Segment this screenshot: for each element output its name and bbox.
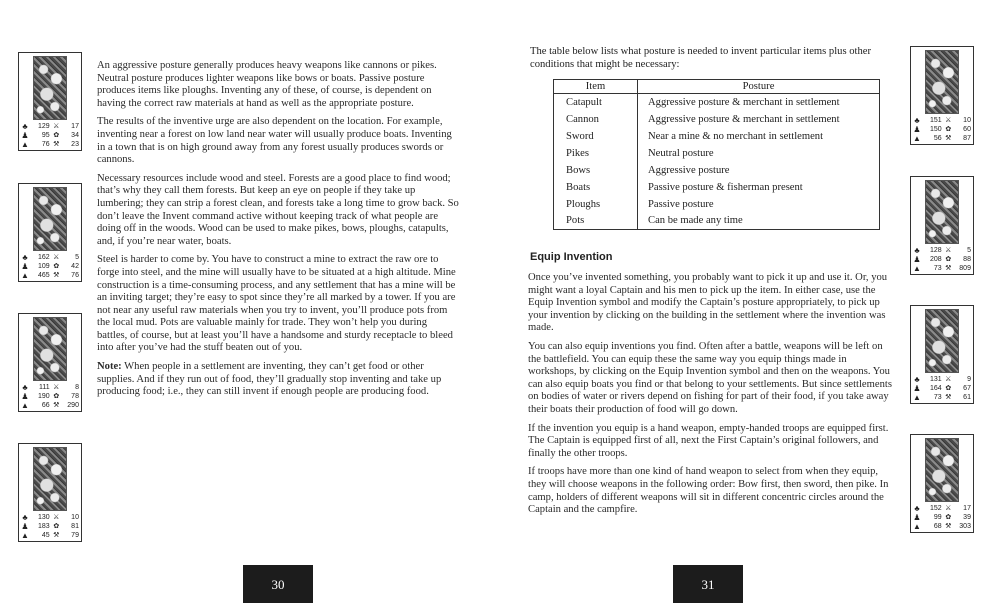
tent-icon: ▲ — [21, 270, 29, 280]
sword-icon: ⚔ — [945, 116, 952, 124]
table-row — [554, 111, 880, 128]
table-row — [554, 196, 880, 213]
table-intro: The table below lists what posture is needed to invent particular items plus other conditions that might be necessary: — [530, 46, 871, 70]
tent-icon: ▲ — [21, 530, 29, 540]
sword-icon: ⚔ — [53, 383, 60, 391]
sword-icon: ⚔ — [53, 253, 60, 261]
table-row — [554, 213, 880, 230]
note-paragraph — [97, 361, 459, 399]
person-icon: ♟ — [21, 261, 29, 271]
posture-cell: Passive posture — [648, 198, 714, 210]
settlement-card: ♣ 130 ⚔ 10 ♟ 183 ✿ 81 ▲ 45 ⚒ 79 — [18, 443, 82, 542]
item-cell: Cannon — [554, 111, 638, 128]
table-row — [554, 145, 880, 162]
tool-icon: ⚒ — [945, 393, 952, 401]
tree-icon: ♣ — [22, 382, 28, 392]
page-number: 31 — [673, 565, 743, 603]
paragraph: If troops have more than one kind of hand weapon to select from when they equip, they will choose weapons in the following order: Bow first, then sword, then pike. In camp, holders of different weapons will sit in different concentric circles around the Captain and the campfire. — [528, 466, 889, 516]
item-cell: Ploughs — [554, 196, 638, 213]
note-label: Note: — [97, 361, 122, 373]
table-row — [554, 162, 880, 179]
grain-icon: ✿ — [53, 131, 60, 139]
paragraph: Steel is harder to come by. You have to construct a mine to extract the raw ore to forge into steel, and the mine will usually have to be situated at a high altitude. Mine construction is a time-consuming process, and any settlement that has a mine will be an inviting target; they’re easy to spot since they’re all marked by a tower. If you are not near any useful raw materials when you try to invent, you’ll produce pots from the local mud. Pots are valuable mainly for trade. They won’t help you during battles, of course, but at least you’ll have a handsome and sturdy receptacle to bleed into after you’ve had the stuff beaten out of you. — [97, 254, 456, 354]
tool-icon: ⚒ — [53, 401, 60, 409]
item-cell: Bows — [554, 162, 638, 179]
settlement-card: ♣ 129 ⚔ 17 ♟ 95 ✿ 34 ▲ 76 ⚒ 23 — [18, 52, 82, 151]
person-icon: ♟ — [21, 391, 29, 401]
paragraph: Once you’ve invented something, you probably want to pick it up and use it. Or, you might want a loyal Captain and his men to pick up the item. In either case, use the Equip Invention symbol and modify the Captain’s posture appropriately, to pick up your invention by clicking on the building in the settlement where the invention was made. — [528, 272, 888, 334]
note-text: When people in a settlement are inventing, they can’t get food or other supplies. And if they run out of food, they’ll gradually stop inventing and take up producing food; i.e., they can still invent if enough people are producing food. — [97, 361, 442, 398]
sword-icon: ⚔ — [945, 375, 952, 383]
right-body-text — [528, 272, 892, 523]
sword-icon: ⚔ — [53, 513, 60, 521]
paragraph: An aggressive posture generally produces heavy weapons like cannons or pikes. Neutral posture produces lighter weapons like bows or boats. Passive posture produces items like ploughs. Inventing any of these, of course, is dependent on having the correct raw materials at hand as well as the appropriate posture. — [97, 60, 437, 109]
column-header-posture: Posture — [638, 80, 880, 94]
terrain-map-thumbnail — [33, 317, 67, 381]
person-icon: ♟ — [21, 521, 29, 531]
tent-icon: ▲ — [913, 133, 921, 143]
grain-icon: ✿ — [945, 513, 952, 521]
tool-icon: ⚒ — [945, 264, 952, 272]
posture-cell: Neutral posture — [648, 147, 714, 159]
tree-icon: ♣ — [22, 121, 28, 131]
item-cell: Sword — [554, 128, 638, 145]
item-cell: Boats — [554, 179, 638, 196]
terrain-map-thumbnail — [33, 447, 67, 511]
terrain-map-thumbnail — [925, 309, 959, 373]
settlement-card: ♣ 128 ⚔ 5 ♟ 208 ✿ 88 ▲ 73 ⚒ 809 — [910, 176, 974, 275]
sword-icon: ⚔ — [945, 246, 952, 254]
item-cell: Catapult — [554, 94, 638, 111]
left-body-text — [97, 60, 459, 405]
grain-icon: ✿ — [945, 125, 952, 133]
posture-cell: Aggressive posture — [648, 164, 730, 176]
tool-icon: ⚒ — [53, 140, 60, 148]
terrain-map-thumbnail — [925, 50, 959, 114]
posture-cell: Can be made any time — [648, 215, 743, 227]
tent-icon: ▲ — [21, 400, 29, 410]
settlement-card: ♣ 151 ⚔ 10 ♟ 150 ✿ 60 ▲ 56 ⚒ 87 — [910, 46, 974, 145]
tent-icon: ▲ — [21, 139, 29, 149]
tree-icon: ♣ — [914, 503, 920, 513]
sword-icon: ⚔ — [53, 122, 60, 130]
settlement-card: ♣ 131 ⚔ 9 ♟ 164 ✿ 67 ▲ 73 ⚒ 61 — [910, 305, 974, 404]
tent-icon: ▲ — [913, 521, 921, 531]
tree-icon: ♣ — [914, 245, 920, 255]
person-icon: ♟ — [21, 130, 29, 140]
invention-posture-table — [553, 79, 880, 230]
table-row — [554, 179, 880, 196]
posture-cell: Near a mine & no merchant in settlement — [648, 130, 824, 142]
paragraph: Necessary resources include wood and steel. Forests are a good place to find wood; that’s why they call them forests. But keep an eye on people if they take up lumbering; they can strip a forest clean, and forests take a long time to grow back. So don’t leave the Invent command active without keeping track of what people are doing off in the woods. Wood can be used to make pikes, bows, ploughs, catapults, and, if you’re near water, boats. — [97, 172, 459, 247]
tree-icon: ♣ — [22, 252, 28, 262]
tree-icon: ♣ — [22, 512, 28, 522]
paragraph: You can also equip inventions you find. Often after a battle, weapons will be left on the battlefield. You can equip these the same way you equip things made in workshops, by clicking on the Equip Invention symbol and then on the weapons. You can also equip boats you find or that belong to your settlements. But since settlements on bodies of water or rivers depend on fishing for part of their food, if you take away their boats their production of food will go down. — [528, 340, 892, 415]
person-icon: ♟ — [913, 254, 921, 264]
column-header-item: Item — [554, 80, 638, 94]
table-row — [554, 94, 880, 111]
terrain-map-thumbnail — [925, 180, 959, 244]
person-icon: ♟ — [913, 124, 921, 134]
paragraph: The results of the inventive urge are also dependent on the location. For example, inventing near a forest on low land near water will usually produce boats. Inventing in a town that is on high ground away from any forest usually produces swords or cannons. — [97, 116, 452, 166]
page-number: 30 — [243, 565, 313, 603]
posture-cell: Aggressive posture & merchant in settlement — [648, 96, 840, 108]
grain-icon: ✿ — [945, 384, 952, 392]
tool-icon: ⚒ — [53, 271, 60, 279]
sword-icon: ⚔ — [945, 504, 952, 512]
person-icon: ♟ — [913, 512, 921, 522]
tree-icon: ♣ — [914, 115, 920, 125]
section-heading: Equip Invention — [530, 251, 613, 263]
grain-icon: ✿ — [53, 522, 60, 530]
tent-icon: ▲ — [913, 263, 921, 273]
terrain-map-thumbnail — [33, 56, 67, 120]
terrain-map-thumbnail — [925, 438, 959, 502]
grain-icon: ✿ — [945, 255, 952, 263]
paragraph: If the invention you equip is a hand weapon, empty-handed troops are equipped first. The Captain is equipped first of all, next the First Captain’s original followers, and finally the other troops. — [528, 422, 889, 459]
right-page — [500, 0, 1000, 603]
item-cell: Pots — [554, 213, 638, 230]
terrain-map-thumbnail — [33, 187, 67, 251]
tent-icon: ▲ — [913, 392, 921, 402]
settlement-card: ♣ 162 ⚔ 5 ♟ 109 ✿ 42 ▲ 465 ⚒ 76 — [18, 183, 82, 282]
grain-icon: ✿ — [53, 262, 60, 270]
settlement-card: ♣ 111 ⚔ 8 ♟ 190 ✿ 78 ▲ 66 ⚒ 290 — [18, 313, 82, 412]
settlement-card: ♣ 152 ⚔ 17 ♟ 99 ✿ 39 ▲ 68 ⚒ 303 — [910, 434, 974, 533]
grain-icon: ✿ — [53, 392, 60, 400]
tree-icon: ♣ — [914, 374, 920, 384]
table-row — [554, 128, 880, 145]
posture-cell: Passive posture & fisherman present — [648, 181, 803, 193]
tool-icon: ⚒ — [53, 531, 60, 539]
person-icon: ♟ — [913, 383, 921, 393]
tool-icon: ⚒ — [945, 134, 952, 142]
item-cell: Pikes — [554, 145, 638, 162]
tool-icon: ⚒ — [945, 522, 952, 530]
posture-cell: Aggressive posture & merchant in settlement — [648, 113, 840, 125]
table-header-row — [554, 80, 880, 94]
